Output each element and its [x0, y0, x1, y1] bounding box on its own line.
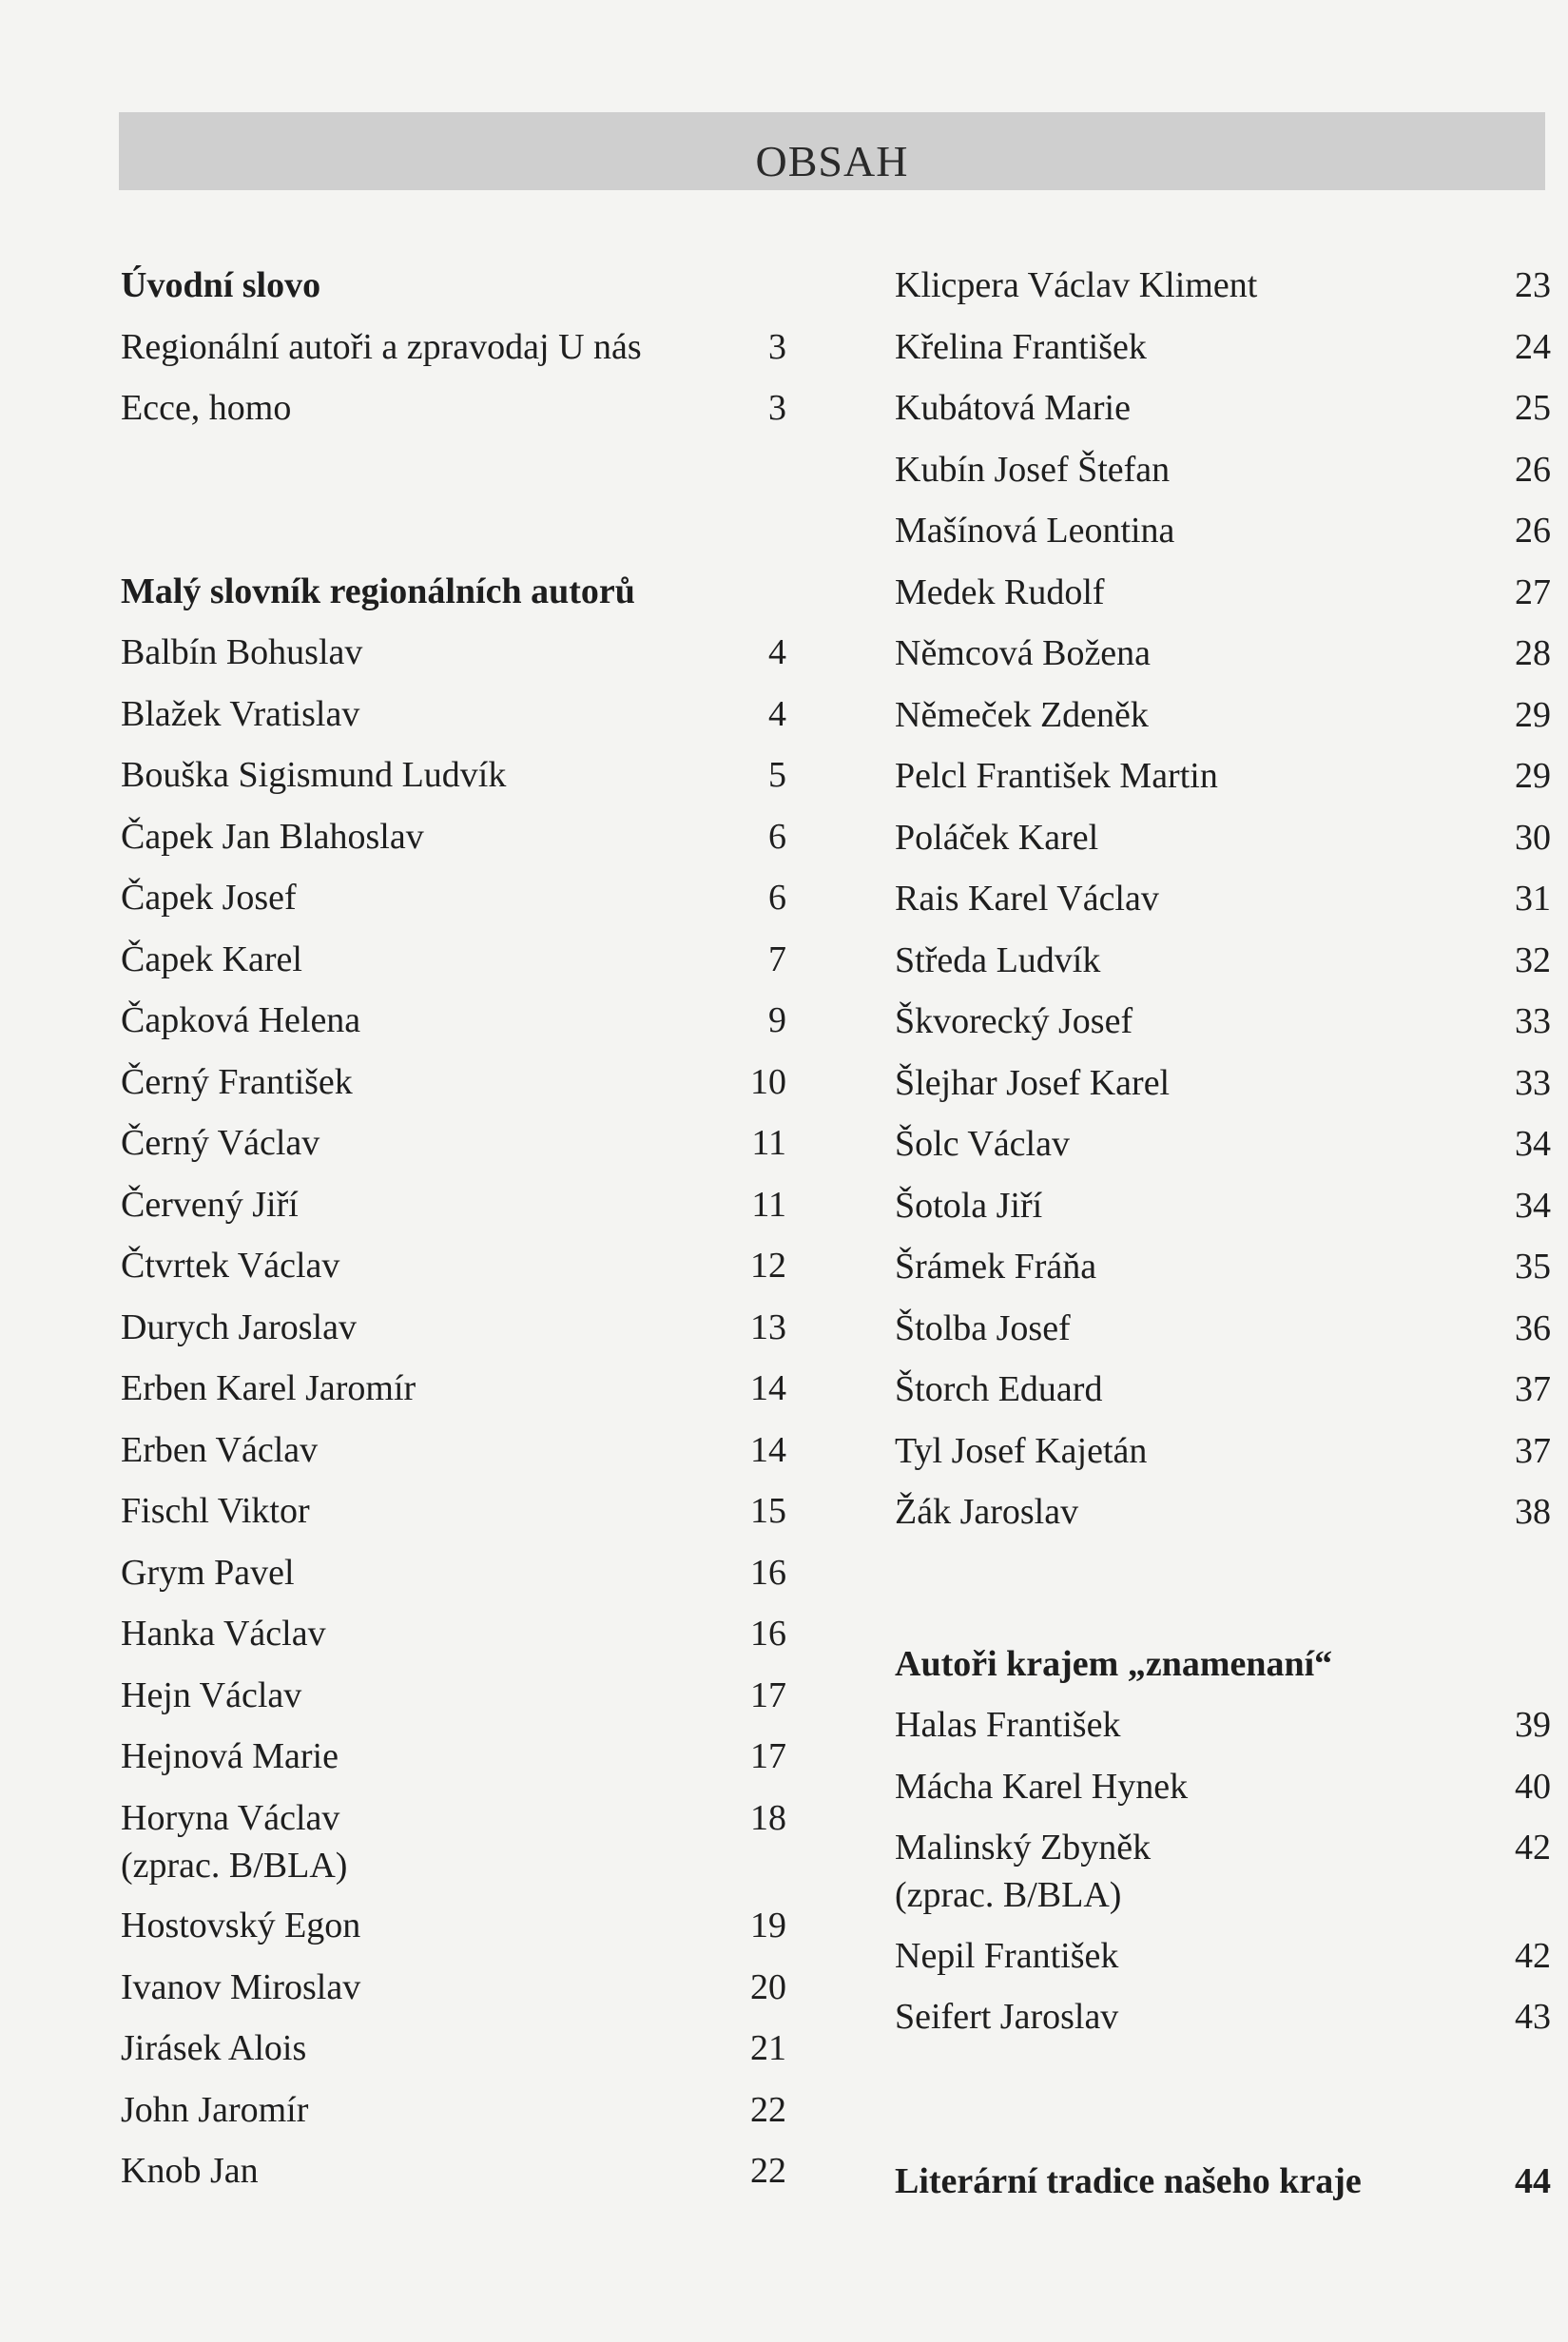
toc-entry[interactable]: [895, 1824, 1551, 1919]
entry-author: Čapek Karel: [121, 939, 302, 979]
entry-author: Šolc Václav: [895, 1124, 1070, 1164]
entry-author: Bouška Sigismund Ludvík: [121, 755, 507, 795]
entry-author: Durych Jaroslav: [121, 1306, 357, 1347]
entry-author: Žák Jaroslav: [895, 1492, 1079, 1532]
toc-entry[interactable]: [121, 384, 786, 433]
toc-entry[interactable]: [121, 997, 786, 1045]
entry-page-number: 13: [750, 1306, 786, 1347]
entry-name: [895, 507, 1174, 555]
entry-author: Čapek Josef: [121, 878, 297, 918]
entry-author: Čtvrtek Václav: [121, 1246, 340, 1286]
entry-name: [895, 629, 1151, 678]
entry-author: Pelcl František Martin: [895, 756, 1218, 796]
toc-entry[interactable]: [121, 2086, 786, 2135]
entry-name: [895, 1763, 1188, 1811]
entry-name: [121, 1794, 347, 1889]
entry-page-number: 16: [750, 1614, 786, 1654]
toc-entry[interactable]: [895, 937, 1551, 985]
entry-page-number: 16: [750, 1552, 786, 1593]
toc-entry[interactable]: [121, 1964, 786, 2012]
entry-name: [895, 875, 1159, 923]
entry-author: Šlejhar Josef Karel: [895, 1062, 1171, 1103]
entry-author: Malinský Zbyněk: [895, 1828, 1152, 1868]
entry-page-number: 27: [1515, 571, 1551, 612]
toc-entry[interactable]: [895, 1932, 1551, 1981]
entry-page-number: 4: [768, 632, 786, 672]
entry-name: [121, 2024, 306, 2073]
entry-name: [121, 1426, 318, 1475]
entry-page-number: 9: [768, 1000, 786, 1040]
entry-name: [895, 1059, 1170, 1108]
entry-page-number: 37: [1515, 1369, 1551, 1409]
toc-entry[interactable]: [121, 1732, 786, 1781]
toc-entry[interactable]: [895, 261, 1551, 310]
entry-author: Škvorecký Josef: [895, 1001, 1133, 1041]
toc-entry[interactable]: [895, 1305, 1551, 1353]
entry-note: (zprac. B/BLA): [895, 1875, 1122, 1915]
entry-name: [121, 384, 291, 433]
entry-name: [121, 1732, 339, 1781]
entry-author: Klicpera Václav Kliment: [895, 265, 1258, 305]
entry-author: Mašínová Leontina: [895, 511, 1175, 551]
entry-name: [895, 752, 1218, 801]
entry-page-number: 21: [750, 2028, 786, 2068]
entry-page-number: 40: [1515, 1766, 1551, 1807]
entry-page-number: 38: [1515, 1492, 1551, 1532]
entry-page-number: 4: [768, 693, 786, 734]
entry-name: [895, 569, 1105, 617]
entry-page-number: 6: [768, 816, 786, 857]
entry-page-number: 39: [1515, 1705, 1551, 1745]
entry-author: Tyl Josef Kajetán: [895, 1430, 1148, 1471]
entry-page-number: 3: [768, 326, 786, 367]
entry-name: [895, 1824, 1151, 1919]
entry-author: Kubín Josef Štefan: [895, 449, 1171, 490]
section-title: Úvodní slovo: [121, 265, 321, 305]
entry-name: [121, 323, 642, 372]
section-gap: [895, 2055, 1551, 2158]
entry-name: [121, 1119, 319, 1168]
entry-author: Regionální autoři a zpravodaj U nás: [121, 326, 642, 367]
toc-entry[interactable]: [121, 1181, 786, 1229]
entry-name: [121, 2086, 308, 2135]
entry-page-number: 42: [1515, 1935, 1551, 1976]
entry-author: Němcová Božena: [895, 633, 1152, 673]
entry-name: [121, 2147, 259, 2196]
entry-page-number: 11: [751, 1123, 786, 1163]
entry-page-number: 29: [1515, 756, 1551, 796]
toc-entry[interactable]: [895, 997, 1551, 1046]
entry-author: Erben Karel Jaromír: [121, 1368, 416, 1408]
toc-entry[interactable]: [121, 1304, 786, 1352]
entry-page-number: 15: [750, 1491, 786, 1531]
entry-page-number: 29: [1515, 694, 1551, 735]
entry-page-number: 30: [1515, 817, 1551, 858]
toc-entry[interactable]: [121, 874, 786, 922]
toc-entry[interactable]: [121, 936, 786, 984]
toc-entry[interactable]: [121, 751, 786, 800]
toc-entry[interactable]: [895, 814, 1551, 862]
entry-author: Hostovský Egon: [121, 1906, 361, 1945]
entry-page-number: 26: [1515, 449, 1551, 490]
entry-name: [895, 937, 1100, 985]
entry-page-number: 34: [1515, 1185, 1551, 1226]
entry-author: Balbín Bohuslav: [121, 632, 363, 672]
entry-author: Čapek Jan Blahoslav: [121, 816, 424, 857]
entry-name: [895, 691, 1149, 740]
entry-author: Ivanov Miroslav: [121, 1966, 361, 2007]
toc-entry[interactable]: [121, 1119, 786, 1168]
entry-author: Štolba Josef: [895, 1307, 1071, 1348]
entry-name: [121, 1487, 310, 1536]
entry-page-number: 5: [768, 755, 786, 795]
entry-author: Seifert Jaroslav: [895, 1997, 1119, 2037]
entry-author: Jirásek Alois: [121, 2028, 307, 2068]
entry-name: [121, 1304, 357, 1352]
entry-author: Hejn Václav: [121, 1674, 302, 1715]
entry-author: Hanka Václav: [121, 1614, 326, 1654]
entry-name: [121, 1181, 299, 1229]
toc-entry[interactable]: [121, 1902, 786, 1950]
entry-author: Šrámek Fráňa: [895, 1247, 1097, 1287]
entry-name: [895, 1365, 1102, 1414]
entry-name: [121, 1672, 301, 1720]
entry-author: Blažek Vratislav: [121, 693, 360, 734]
entry-note: (zprac. B/BLA): [121, 1845, 348, 1886]
toc-entry[interactable]: [895, 569, 1551, 617]
toc-entry[interactable]: [121, 690, 786, 739]
toc-entry[interactable]: [121, 1365, 786, 1413]
toc-entry[interactable]: [121, 1549, 786, 1597]
entry-author: Černý František: [121, 1061, 353, 1102]
entry-author: Medek Rudolf: [895, 571, 1105, 612]
entry-name: [895, 384, 1131, 433]
entry-page-number: 34: [1515, 1124, 1551, 1164]
entry-name: [895, 1701, 1120, 1750]
entry-page-number: 44: [1515, 2160, 1551, 2201]
entry-page-number: 19: [750, 1906, 786, 1945]
entry-name: [121, 874, 297, 922]
entry-author: Mácha Karel Hynek: [895, 1766, 1189, 1807]
entry-name: [895, 1427, 1147, 1476]
entry-page-number: 22: [750, 2089, 786, 2130]
entry-page-number: 14: [750, 1368, 786, 1408]
toc-header-bar: [119, 112, 1545, 190]
entry-page-number: 24: [1515, 326, 1551, 367]
toc-entry[interactable]: [895, 1365, 1551, 1414]
entry-page-number: 6: [768, 878, 786, 918]
entry-name: [895, 1182, 1042, 1230]
section-title: Literární tradice našeho kraje: [895, 2160, 1362, 2201]
entry-name: [895, 997, 1132, 1046]
toc-entry[interactable]: [895, 1059, 1551, 1108]
entry-page-number: 23: [1515, 265, 1551, 305]
entry-author: John Jaromír: [121, 2089, 309, 2130]
toc-entry[interactable]: [895, 1488, 1551, 1537]
entry-page-number: 28: [1515, 633, 1551, 673]
toc-entry[interactable]: [895, 691, 1551, 740]
toc-entry[interactable]: [895, 1120, 1551, 1169]
entry-name: [895, 1488, 1078, 1537]
entry-author: Černý Václav: [121, 1123, 320, 1163]
entry-name: [121, 1058, 353, 1107]
entry-author: Ecce, homo: [121, 388, 292, 428]
toc-entry[interactable]: [121, 629, 786, 677]
toc-entry[interactable]: [895, 1427, 1551, 1476]
toc-entry[interactable]: [895, 446, 1551, 494]
entry-page-number: 11: [751, 1184, 786, 1225]
entry-author: Hejnová Marie: [121, 1736, 339, 1776]
toc-entry[interactable]: [895, 2158, 1551, 2206]
toc-entry[interactable]: [895, 384, 1551, 433]
entry-author: Horyna Václav: [121, 1797, 340, 1838]
entry-page-number: 12: [750, 1246, 786, 1286]
entry-author: Knob Jan: [121, 2151, 259, 2191]
entry-page-number: 26: [1515, 511, 1551, 551]
toc-entry[interactable]: [121, 323, 786, 372]
entry-page-number: 35: [1515, 1247, 1551, 1287]
toc-entry[interactable]: [121, 1794, 786, 1889]
entry-name: [895, 446, 1170, 494]
section-title: Autoři krajem „znamenaní“: [895, 1643, 1333, 1684]
entry-name: [121, 813, 424, 861]
entry-name: [895, 814, 1098, 862]
toc-right-column: [895, 261, 1551, 2218]
entry-page-number: 31: [1515, 879, 1551, 919]
entry-author: Fischl Viktor: [121, 1491, 310, 1531]
entry-name: [895, 1243, 1096, 1291]
entry-author: Šotola Jiří: [895, 1185, 1043, 1226]
toc-entry[interactable]: [895, 629, 1551, 678]
entry-name: [121, 690, 359, 739]
entry-name: [121, 997, 360, 1045]
entry-author: Čapková Helena: [121, 1000, 361, 1040]
entry-page-number: 37: [1515, 1430, 1551, 1471]
toc-entry[interactable]: [895, 1993, 1551, 2042]
section-gap: [121, 446, 786, 568]
toc-entry[interactable]: [121, 1426, 786, 1475]
toc-entry[interactable]: [121, 1058, 786, 1107]
entry-page-number: 42: [1515, 1828, 1551, 1868]
toc-entry[interactable]: [895, 323, 1551, 372]
entry-author: Křelina František: [895, 326, 1147, 367]
entry-page-number: 10: [750, 1061, 786, 1102]
entry-name: [121, 1365, 416, 1413]
entry-name: [121, 1549, 295, 1597]
entry-name: [121, 1902, 360, 1950]
section-title: Malý slovník regionálních autorů: [121, 571, 635, 611]
toc-entry[interactable]: [895, 1701, 1551, 1750]
entry-author: Erben Václav: [121, 1429, 319, 1470]
entry-name: [895, 1932, 1118, 1981]
toc-entry[interactable]: [895, 1182, 1551, 1230]
toc-title: OBSAH: [755, 136, 909, 185]
toc-entry[interactable]: [895, 875, 1551, 923]
entry-name: [121, 1242, 339, 1290]
toc-entry[interactable]: [121, 1487, 786, 1536]
toc-left-column: [121, 261, 786, 2209]
entry-page-number: 20: [750, 1966, 786, 2007]
entry-name: [895, 1993, 1118, 2042]
entry-author: Němeček Zdeněk: [895, 694, 1149, 735]
toc-entry[interactable]: [121, 1242, 786, 1290]
entry-name: [121, 936, 302, 984]
entry-page-number: 3: [768, 388, 786, 428]
entry-page-number: 25: [1515, 388, 1551, 428]
toc-entry[interactable]: [121, 1610, 786, 1658]
entry-name: [121, 1964, 360, 2012]
entry-page-number: 14: [750, 1429, 786, 1470]
entry-page-number: 36: [1515, 1307, 1551, 1348]
entry-page-number: 7: [768, 939, 786, 979]
entry-page-number: 22: [750, 2151, 786, 2191]
section-gap: [895, 1550, 1551, 1640]
toc-entry[interactable]: [121, 2147, 786, 2196]
toc-entry[interactable]: [121, 1672, 786, 1720]
entry-page-number: 18: [750, 1797, 786, 1838]
entry-author: Poláček Karel: [895, 817, 1099, 858]
entry-name: [121, 629, 362, 677]
entry-page-number: 17: [750, 1674, 786, 1715]
toc-entry[interactable]: [895, 507, 1551, 555]
entry-page-number: 43: [1515, 1997, 1551, 2037]
entry-author: Rais Karel Václav: [895, 879, 1159, 919]
entry-page-number: 33: [1515, 1062, 1551, 1103]
entry-name: [121, 1610, 326, 1658]
entry-page-number: 33: [1515, 1001, 1551, 1041]
entry-name: [895, 1120, 1070, 1169]
entry-author: Červený Jiří: [121, 1184, 299, 1225]
entry-name: [895, 323, 1147, 372]
toc-entry[interactable]: [895, 1763, 1551, 1811]
toc-entry[interactable]: [895, 1243, 1551, 1291]
entry-author: Halas František: [895, 1705, 1121, 1745]
entry-page-number: 32: [1515, 939, 1551, 980]
entry-name: [895, 261, 1257, 310]
entry-author: Štorch Eduard: [895, 1369, 1103, 1409]
entry-name: [895, 1305, 1071, 1353]
toc-entry[interactable]: [895, 752, 1551, 801]
entry-page-number: 17: [750, 1736, 786, 1776]
entry-author: Kubátová Marie: [895, 388, 1131, 428]
toc-entry[interactable]: [121, 2024, 786, 2073]
entry-author: Nepil František: [895, 1935, 1119, 1976]
entry-author: Středa Ludvík: [895, 939, 1101, 980]
toc-entry[interactable]: [121, 813, 786, 861]
entry-name: [121, 751, 506, 800]
entry-author: Grym Pavel: [121, 1552, 295, 1593]
